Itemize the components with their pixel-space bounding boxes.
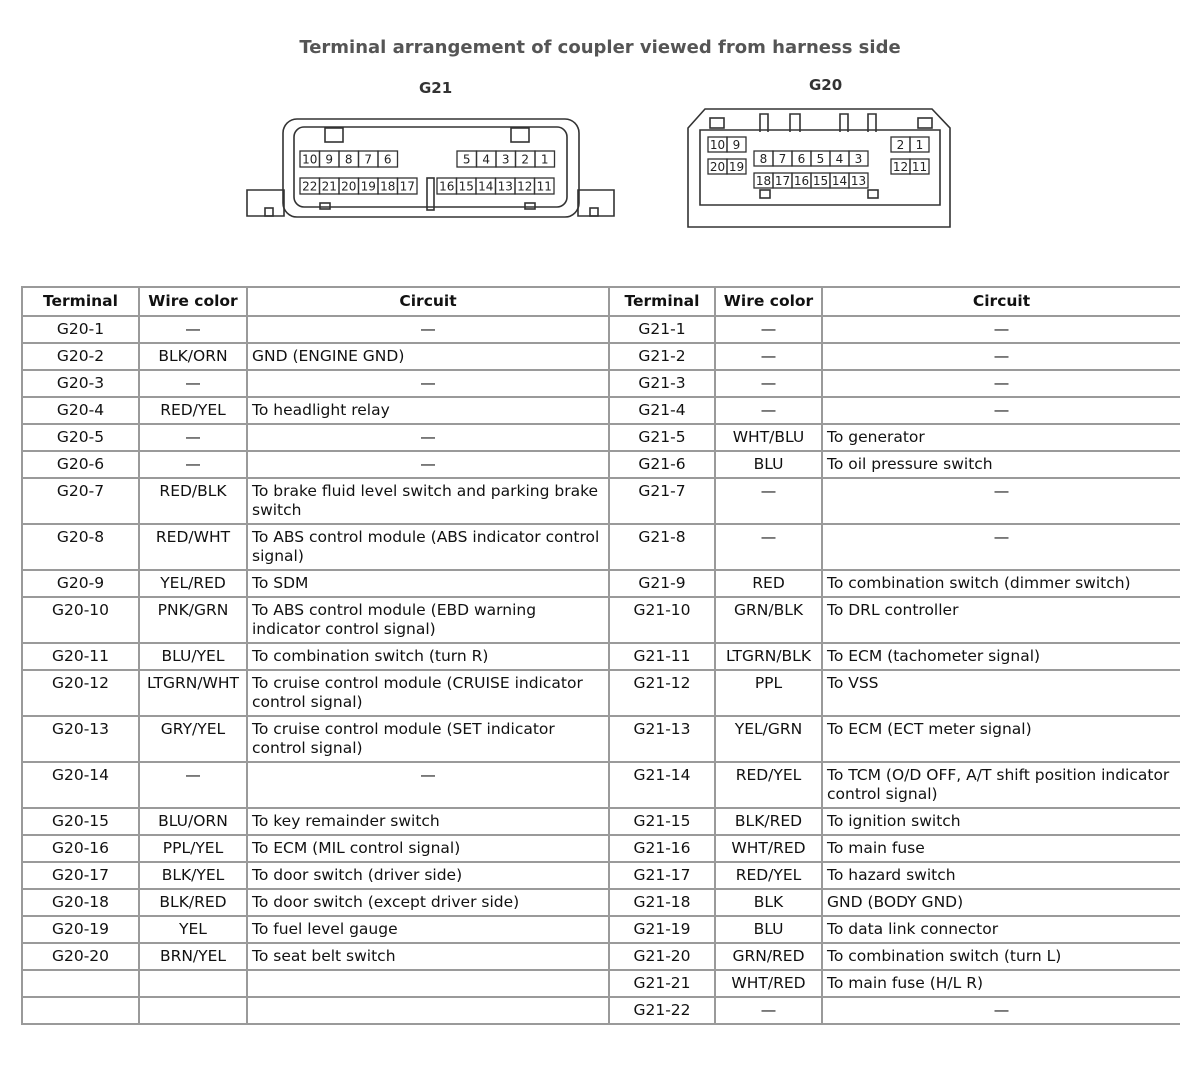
pin-number: 15 (812, 174, 829, 188)
table-row (22, 670, 1180, 716)
terminal-cell: G21-21 (609, 970, 715, 997)
circuit-cell: — (247, 316, 609, 343)
circuit-cell: To TCM (O/D OFF, A/T shift position indicator control signal) (822, 762, 1180, 808)
wire-color-cell: — (715, 524, 822, 570)
wire-color-cell: GRN/RED (715, 943, 822, 970)
g21-pin (496, 151, 516, 167)
terminal-cell: G21-18 (609, 889, 715, 916)
pin-number: 8 (759, 152, 768, 166)
circuit-cell: GND (BODY GND) (822, 889, 1180, 916)
circuit-cell: To door switch (except driver side) (247, 889, 609, 916)
wire-color-cell (139, 970, 247, 997)
terminal-cell: G21-9 (609, 570, 715, 597)
wire-color-cell: BLU/YEL (139, 643, 247, 670)
circuit-cell: To seat belt switch (247, 943, 609, 970)
g20-pin (830, 151, 849, 166)
table-row (22, 916, 1180, 943)
circuit-cell: To ABS control module (ABS indicator control signal) (247, 524, 609, 570)
wire-color-cell: BRN/YEL (139, 943, 247, 970)
circuit-cell: To combination switch (dimmer switch) (822, 570, 1180, 597)
wire-color-cell: — (715, 370, 822, 397)
pin-number: 11 (911, 160, 928, 174)
wire-color-cell: — (139, 424, 247, 451)
g20-pin (773, 151, 792, 166)
wiring-table (21, 286, 1180, 1025)
pin-number: 6 (797, 152, 806, 166)
circuit-cell: — (247, 762, 609, 808)
table-row (22, 478, 1180, 524)
circuit-cell: — (247, 424, 609, 451)
table-row (22, 889, 1180, 916)
terminal-cell: G21-16 (609, 835, 715, 862)
wire-color-cell: WHT/RED (715, 835, 822, 862)
wire-color-cell: GRY/YEL (139, 716, 247, 762)
circuit-cell: To combination switch (turn L) (822, 943, 1180, 970)
wire-color-cell: — (139, 316, 247, 343)
circuit-cell: To brake fluid level switch and parking brake switch (247, 478, 609, 524)
wire-color-cell: BLK/ORN (139, 343, 247, 370)
g20-pin (754, 151, 773, 166)
g21-pin (477, 151, 497, 167)
terminal-cell: G21-12 (609, 670, 715, 716)
circuit-cell: To ECM (MIL control signal) (247, 835, 609, 862)
circuit-cell: To generator (822, 424, 1180, 451)
wire-color-cell: — (715, 316, 822, 343)
circuit-cell: — (247, 451, 609, 478)
table-row (22, 943, 1180, 970)
wire-color-cell: BLK (715, 889, 822, 916)
circuit-cell: To ECM (tachometer signal) (822, 643, 1180, 670)
circuit-cell: To SDM (247, 570, 609, 597)
pin-number: 17 (399, 179, 415, 194)
wire-color-cell: — (715, 343, 822, 370)
g20-pin (773, 173, 792, 188)
terminal-cell: G21-2 (609, 343, 715, 370)
wire-color-cell: — (139, 451, 247, 478)
terminal-cell: G20-12 (22, 670, 139, 716)
pin-number: 5 (816, 152, 825, 166)
g21-pin (359, 178, 379, 194)
terminal-cell: G20-6 (22, 451, 139, 478)
terminal-cell: G20-7 (22, 478, 139, 524)
wire-color-cell: LTGRN/BLK (715, 643, 822, 670)
table-row (22, 643, 1180, 670)
terminal-cell (22, 997, 139, 1024)
wire-color-cell: YEL/RED (139, 570, 247, 597)
pin-number: 8 (344, 152, 353, 167)
circuit-cell: To VSS (822, 670, 1180, 716)
g21-pin (320, 178, 340, 194)
g20-pin (754, 173, 773, 188)
g20-pin (830, 173, 849, 188)
circuit-cell: To main fuse (H/L R) (822, 970, 1180, 997)
circuit-cell: — (822, 316, 1180, 343)
wire-color-cell (139, 997, 247, 1024)
table-row (22, 762, 1180, 808)
terminal-cell: G20-16 (22, 835, 139, 862)
terminal-cell: G20-18 (22, 889, 139, 916)
header-wire-color: Wire color (715, 287, 822, 316)
circuit-cell: To cruise control module (CRUISE indicator control signal) (247, 670, 609, 716)
wire-color-cell: BLU/ORN (139, 808, 247, 835)
g21-pin (320, 151, 340, 167)
terminal-cell: G20-15 (22, 808, 139, 835)
terminal-cell: G20-11 (22, 643, 139, 670)
table-row (22, 316, 1180, 343)
pin-number: 20 (709, 160, 726, 174)
g21-pin (535, 178, 555, 194)
header-terminal: Terminal (22, 287, 139, 316)
table-row (22, 424, 1180, 451)
g20-pin (811, 173, 830, 188)
wire-color-cell: WHT/RED (715, 970, 822, 997)
terminal-cell: G21-8 (609, 524, 715, 570)
wire-color-cell: — (715, 997, 822, 1024)
pin-number: 10 (709, 138, 726, 152)
g21-pin (339, 178, 359, 194)
g20-pin (727, 137, 746, 152)
wire-color-cell: BLK/RED (139, 889, 247, 916)
g20-pin (891, 159, 910, 174)
pin-number: 16 (793, 174, 810, 188)
g21-pin (339, 151, 359, 167)
table-row (22, 808, 1180, 835)
wire-color-cell: — (139, 370, 247, 397)
table-row (22, 524, 1180, 570)
g20-pin (792, 173, 811, 188)
circuit-cell: To hazard switch (822, 862, 1180, 889)
g21-pin (398, 178, 418, 194)
pin-number: 13 (850, 174, 867, 188)
g20-pin-grid (708, 137, 929, 188)
wire-color-cell: RED/WHT (139, 524, 247, 570)
table-row (22, 716, 1180, 762)
circuit-cell: To DRL controller (822, 597, 1180, 643)
terminal-cell: G20-10 (22, 597, 139, 643)
g21-label: G21 (419, 79, 453, 97)
g21-pin (516, 151, 536, 167)
g20-pin (727, 159, 746, 174)
circuit-cell: — (822, 397, 1180, 424)
wire-color-cell: RED/BLK (139, 478, 247, 524)
wire-color-cell: BLK/YEL (139, 862, 247, 889)
circuit-cell: To oil pressure switch (822, 451, 1180, 478)
circuit-cell: To cruise control module (SET indicator control signal) (247, 716, 609, 762)
pin-number: 9 (325, 152, 334, 167)
terminal-cell: G21-19 (609, 916, 715, 943)
pin-number: 19 (360, 179, 376, 194)
wire-color-cell: GRN/BLK (715, 597, 822, 643)
g20-pin (849, 151, 868, 166)
wire-color-cell: BLK/RED (715, 808, 822, 835)
circuit-cell: To ignition switch (822, 808, 1180, 835)
header-terminal: Terminal (609, 287, 715, 316)
header-circuit: Circuit (247, 287, 609, 316)
g20-pin (910, 159, 929, 174)
table-row (22, 597, 1180, 643)
terminal-cell: G20-8 (22, 524, 139, 570)
circuit-cell: To ABS control module (EBD warning indicator control signal) (247, 597, 609, 643)
terminal-cell: G21-17 (609, 862, 715, 889)
pin-number: 14 (831, 174, 848, 188)
g21-pin (378, 178, 398, 194)
terminal-cell: G21-11 (609, 643, 715, 670)
g21-pin (457, 151, 477, 167)
terminal-cell: G20-4 (22, 397, 139, 424)
circuit-cell: To key remainder switch (247, 808, 609, 835)
circuit-cell: — (822, 478, 1180, 524)
wire-color-cell: RED/YEL (715, 862, 822, 889)
terminal-cell: G21-14 (609, 762, 715, 808)
terminal-cell: G21-5 (609, 424, 715, 451)
table-row (22, 370, 1180, 397)
wire-color-cell: PNK/GRN (139, 597, 247, 643)
circuit-cell: To ECM (ECT meter signal) (822, 716, 1180, 762)
circuit-cell: — (822, 343, 1180, 370)
pin-number: 17 (774, 174, 791, 188)
g20-pin (910, 137, 929, 152)
pin-number: 14 (478, 179, 494, 194)
pin-number: 3 (501, 152, 510, 167)
wire-color-cell: WHT/BLU (715, 424, 822, 451)
g21-pin (300, 178, 320, 194)
pin-number: 6 (383, 152, 392, 167)
pin-number: 7 (364, 152, 373, 167)
table-header-row (22, 287, 1180, 316)
wire-color-cell: — (139, 762, 247, 808)
wire-color-cell: — (715, 397, 822, 424)
terminal-cell: G21-22 (609, 997, 715, 1024)
circuit-cell: GND (ENGINE GND) (247, 343, 609, 370)
table-row (22, 451, 1180, 478)
pin-number: 11 (536, 179, 552, 194)
g21-pin (378, 151, 398, 167)
terminal-cell: G21-1 (609, 316, 715, 343)
g20-pin (792, 151, 811, 166)
terminal-cell: G20-19 (22, 916, 139, 943)
terminal-cell: G20-13 (22, 716, 139, 762)
g21-pin (437, 178, 457, 194)
pin-number: 5 (462, 152, 471, 167)
pin-number: 18 (755, 174, 772, 188)
circuit-cell: To data link connector (822, 916, 1180, 943)
terminal-cell: G20-17 (22, 862, 139, 889)
g21-pin (515, 178, 535, 194)
terminal-cell: G21-15 (609, 808, 715, 835)
pin-number: 2 (896, 138, 905, 152)
pin-number: 19 (728, 160, 745, 174)
table-row (22, 397, 1180, 424)
pin-number: 13 (497, 179, 513, 194)
g20-pin (708, 159, 727, 174)
g20-label: G20 (809, 76, 843, 94)
wire-color-cell: RED/YEL (139, 397, 247, 424)
g21-pin (300, 151, 320, 167)
terminal-cell: G20-1 (22, 316, 139, 343)
terminal-cell: G20-2 (22, 343, 139, 370)
pin-number: 12 (517, 179, 533, 194)
wire-color-cell: YEL (139, 916, 247, 943)
circuit-cell: To combination switch (turn R) (247, 643, 609, 670)
wire-color-cell: BLU (715, 916, 822, 943)
g20-pin (811, 151, 830, 166)
wire-color-cell: RED (715, 570, 822, 597)
circuit-cell (247, 997, 609, 1024)
terminal-cell: G21-13 (609, 716, 715, 762)
circuit-cell: To fuel level gauge (247, 916, 609, 943)
terminal-cell: G21-10 (609, 597, 715, 643)
circuit-cell: To headlight relay (247, 397, 609, 424)
terminal-cell: G21-6 (609, 451, 715, 478)
circuit-cell: — (247, 370, 609, 397)
wire-color-cell: BLU (715, 451, 822, 478)
pin-number: 3 (854, 152, 863, 166)
table-row (22, 862, 1180, 889)
pin-number: 12 (892, 160, 909, 174)
terminal-cell: G20-5 (22, 424, 139, 451)
terminal-cell: G20-14 (22, 762, 139, 808)
table-row (22, 343, 1180, 370)
wire-color-cell: PPL (715, 670, 822, 716)
circuit-cell (247, 970, 609, 997)
g20-pin (891, 137, 910, 152)
pin-number: 16 (439, 179, 455, 194)
pin-number: 1 (540, 152, 549, 167)
pin-number: 2 (521, 152, 530, 167)
terminal-cell: G21-4 (609, 397, 715, 424)
table-row (22, 570, 1180, 597)
pin-number: 4 (835, 152, 844, 166)
circuit-cell: To main fuse (822, 835, 1180, 862)
g21-connector (247, 119, 614, 217)
wire-color-cell: PPL/YEL (139, 835, 247, 862)
wire-color-cell: — (715, 478, 822, 524)
g21-pin (535, 151, 555, 167)
terminal-cell: G21-7 (609, 478, 715, 524)
header-wire-color: Wire color (139, 287, 247, 316)
circuit-cell: To door switch (driver side) (247, 862, 609, 889)
terminal-cell: G21-20 (609, 943, 715, 970)
pin-number: 4 (482, 152, 491, 167)
pin-number: 10 (302, 152, 318, 167)
g21-pin (359, 151, 379, 167)
table-row (22, 997, 1180, 1024)
g20-pin (708, 137, 727, 152)
wire-color-cell: RED/YEL (715, 762, 822, 808)
coupler-diagram (0, 0, 1200, 260)
pin-number: 22 (302, 179, 318, 194)
pin-number: 9 (732, 138, 741, 152)
circuit-cell: — (822, 524, 1180, 570)
pin-number: 18 (380, 179, 396, 194)
circuit-cell: — (822, 370, 1180, 397)
g21-pin (457, 178, 477, 194)
terminal-cell: G20-20 (22, 943, 139, 970)
pin-number: 7 (778, 152, 787, 166)
terminal-cell: G21-3 (609, 370, 715, 397)
pin-number: 15 (458, 179, 474, 194)
header-circuit: Circuit (822, 287, 1180, 316)
circuit-cell: — (822, 997, 1180, 1024)
table-row (22, 970, 1180, 997)
g20-pin (849, 173, 868, 188)
g21-pin (476, 178, 496, 194)
table-row (22, 835, 1180, 862)
pin-number: 21 (321, 179, 337, 194)
wire-color-cell: YEL/GRN (715, 716, 822, 762)
terminal-cell: G20-3 (22, 370, 139, 397)
diagram-title: Terminal arrangement of coupler viewed from harness side (299, 37, 901, 58)
terminal-cell (22, 970, 139, 997)
g21-pin (496, 178, 516, 194)
terminal-cell: G20-9 (22, 570, 139, 597)
wire-color-cell: LTGRN/WHT (139, 670, 247, 716)
pin-number: 20 (341, 179, 357, 194)
pin-number: 1 (915, 138, 924, 152)
